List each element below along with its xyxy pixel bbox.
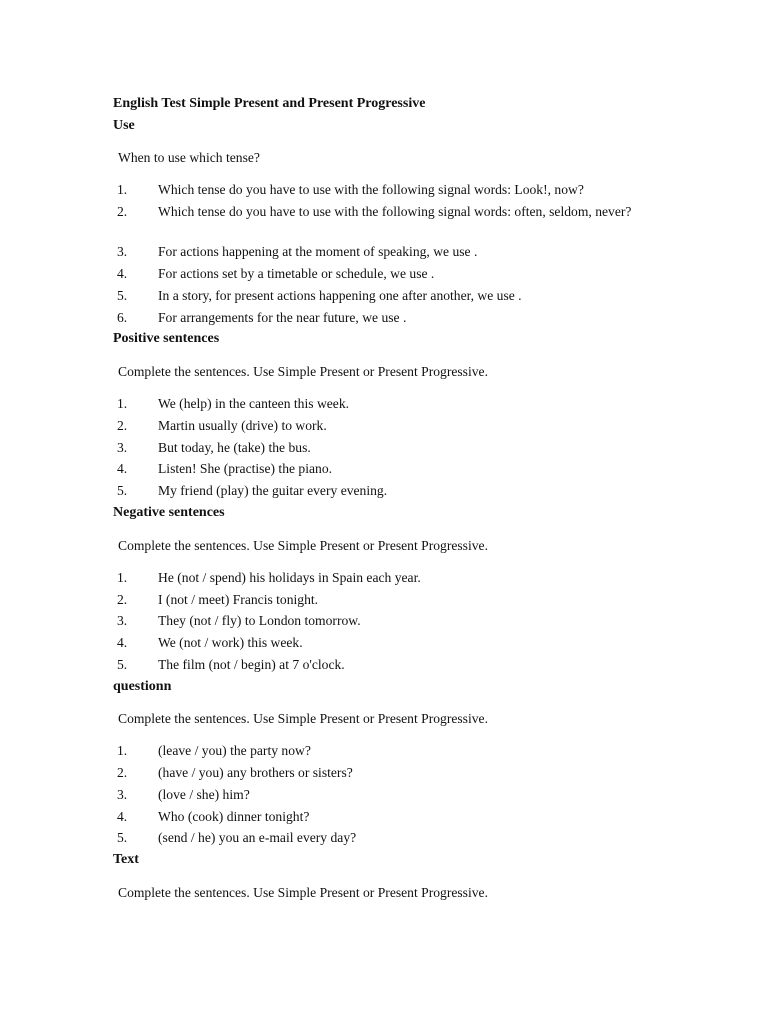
item-text: For actions set by a timetable or schedule, we use . [158,266,435,281]
item-number: 3. [117,787,128,802]
item-number: 5. [117,288,128,303]
list-item [117,786,647,804]
section-instruction-text: Complete the sentences. Use Simple Present or Present Progressive. [118,885,488,900]
item-number: 1. [117,743,128,758]
item-number: 3. [117,613,128,628]
list-item [117,417,647,435]
item-text: For arrangements for the near future, we use . [158,310,407,325]
item-number: 2. [117,418,128,433]
section-heading-text: Text [113,852,139,867]
item-number: 3. [117,244,128,259]
list-item [117,287,647,305]
item-text: Martin usually (drive) to work. [158,418,327,433]
item-text: We (not / work) this week. [158,635,303,650]
list-item [117,634,647,652]
item-number: 5. [117,830,128,845]
list-item [117,265,647,283]
item-number: 2. [117,204,128,219]
item-text: For actions happening at the moment of speaking, we use . [158,244,478,259]
section-heading-negative: Negative sentences [113,505,225,520]
section-instruction-positive: Complete the sentences. Use Simple Present or Present Progressive. [118,364,488,379]
section-instruction-questions: Complete the sentences. Use Simple Present or Present Progressive. [118,711,488,726]
section-instruction-negative: Complete the sentences. Use Simple Present or Present Progressive. [118,538,488,553]
list-item [117,569,647,587]
item-text: But today, he (take) the bus. [158,440,311,455]
section-heading-use: Use [113,118,135,133]
list-item [117,742,647,760]
item-number: 4. [117,461,128,476]
list-item [117,395,647,413]
item-number: 3. [117,440,128,455]
list-item [117,808,647,826]
item-number: 6. [117,310,128,325]
list-item [117,243,647,261]
item-number: 2. [117,592,128,607]
item-text: Which tense do you have to use with the following signal words: often, seldom, never? [158,204,632,219]
item-number: 2. [117,765,128,780]
item-text: He (not / spend) his holidays in Spain each year. [158,570,421,585]
item-text: My friend (play) the guitar every evening. [158,483,388,498]
list-item [117,482,647,500]
item-text: Who (cook) dinner tonight? [158,809,310,824]
document-title: English Test Simple Present and Present Progressive [113,96,426,111]
item-text: (have / you) any brothers or sisters? [158,765,353,780]
list-item [117,656,647,674]
list-item [117,829,647,847]
item-text: We (help) in the canteen this week. [158,396,350,411]
list-item [117,309,647,327]
list-item [117,764,647,782]
list-item [117,460,647,478]
item-text: (leave / you) the party now? [158,743,311,758]
item-text: (love / she) him? [158,787,250,802]
item-text: They (not / fly) to London tomorrow. [158,613,361,628]
section-heading-questions: questionn [113,679,172,694]
item-text: Listen! She (practise) the piano. [158,461,333,476]
item-text: (send / he) you an e-mail every day? [158,830,357,845]
item-number: 1. [117,396,128,411]
item-number: 1. [117,570,128,585]
item-number: 4. [117,266,128,281]
list-item [117,439,647,457]
item-text: I (not / meet) Francis tonight. [158,592,319,607]
list-item [117,612,647,630]
item-text: The film (not / begin) at 7 o'clock. [158,657,345,672]
list-item [117,591,647,609]
list-item [117,181,647,199]
item-number: 4. [117,809,128,824]
section-heading-positive: Positive sentences [113,331,220,346]
item-number: 5. [117,483,128,498]
list-item [117,203,647,221]
item-number: 1. [117,182,128,197]
item-text: In a story, for present actions happening one after another, we use . [158,288,522,303]
item-number: 4. [117,635,128,650]
item-number: 5. [117,657,128,672]
section-instruction-use: When to use which tense? [118,150,260,165]
item-text: Which tense do you have to use with the following signal words: Look!, now? [158,182,584,197]
